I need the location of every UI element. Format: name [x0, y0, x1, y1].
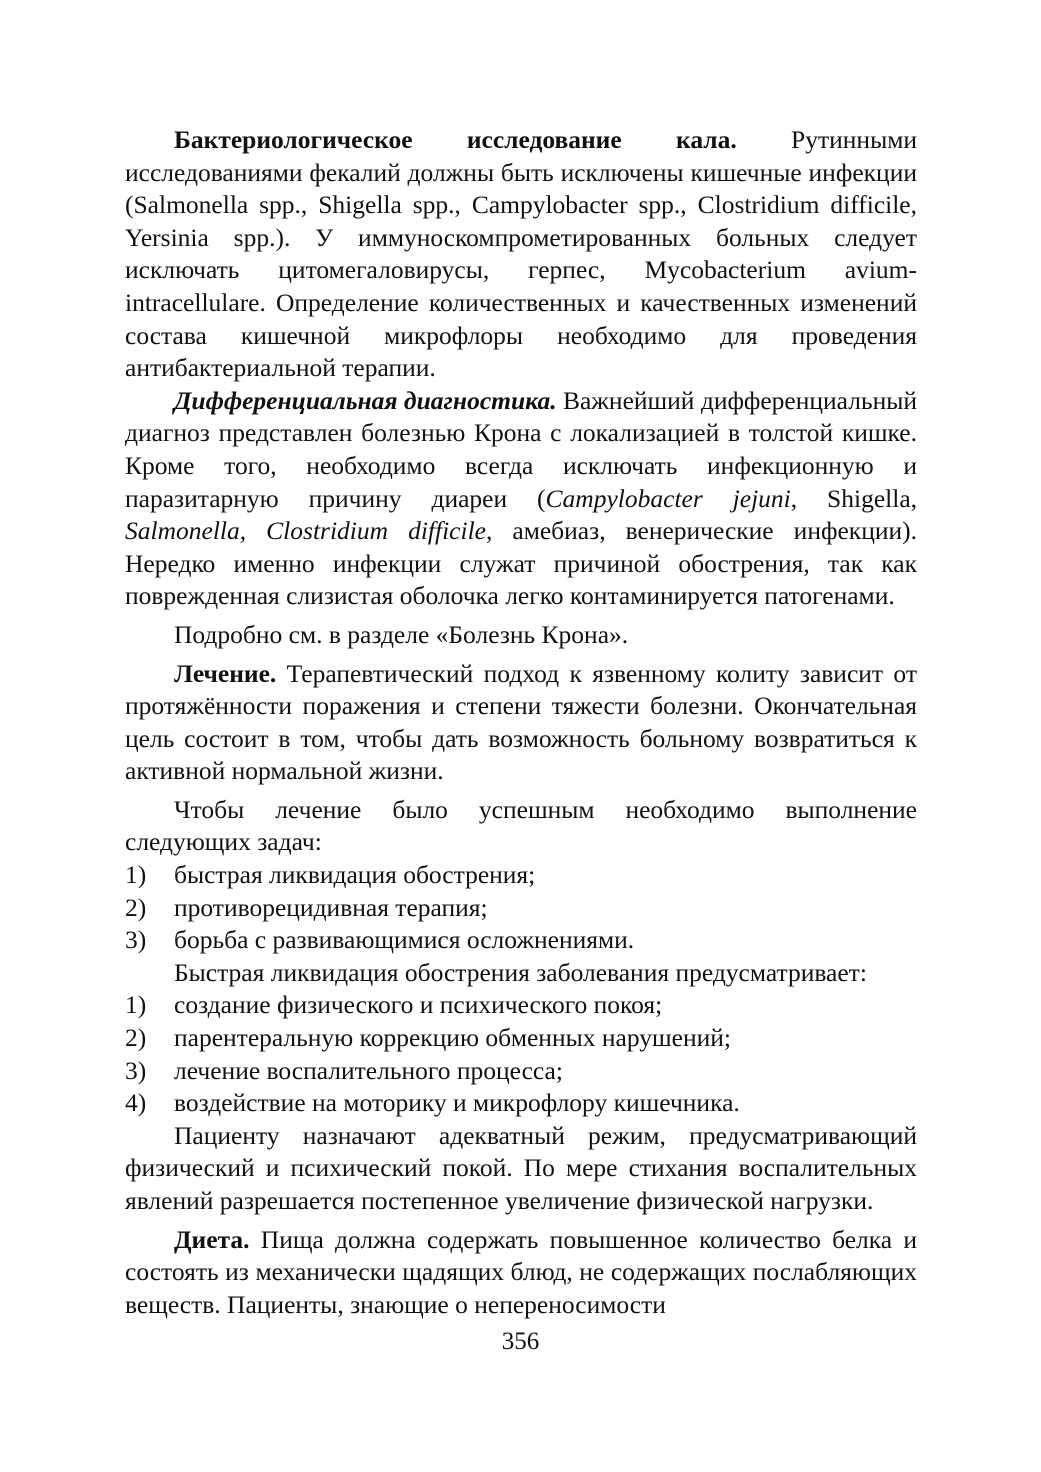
- list-item-number: 1): [125, 860, 147, 890]
- page-number: 356: [501, 1328, 540, 1355]
- page-body: [125, 124, 917, 1321]
- list-treatment-tasks: [125, 859, 917, 957]
- list-item-text: лечение воспалительного процесса;: [174, 1055, 563, 1085]
- list-item-text: создание физического и психического покоя;: [174, 990, 663, 1020]
- list-item-number: 4): [125, 1088, 147, 1118]
- list-item-text: быстрая ликвидация обострения;: [174, 860, 536, 890]
- heading-diet: Диета.: [174, 1224, 250, 1254]
- list-item-text: борьба с развивающимися осложнениями.: [174, 925, 635, 955]
- list-item: [125, 924, 917, 957]
- paragraph-bacteriological-study: [125, 124, 917, 385]
- list-item-number: 1): [125, 990, 147, 1020]
- paragraph-see-crohn: Подробно см. в разделе «Болезнь Крона».: [174, 619, 629, 649]
- text-differential-diagnosis-4: , амебиаз, венерические инфекции). Нередко именно инфекции служат причиной обострения, так как поврежденная слизистая оболочка легко контаминируется патогенами.: [125, 516, 917, 611]
- heading-bacteriological-study: Бактериологическое исследование кала.: [174, 125, 737, 154]
- text-treatment: Терапевтический подход к язвенному колиту зависит от протяжённости поражения и степени тяжести болезни. Окончательная цель состоит в том, чтобы дать возможность больному возвратиться к активной нормальной жизни.: [125, 658, 917, 786]
- list-item-number: 2): [125, 892, 147, 922]
- term-salmonella: Salmonella: [125, 516, 240, 546]
- heading-differential-diagnosis: Дифференциальная диагностика.: [174, 385, 557, 415]
- list-item: [125, 1087, 917, 1120]
- paragraph-regimen: Пациенту назначают адекватный режим, предусматривающий физический и психический покой. По мере стихания воспалительных явлений разрешается постепенное увеличение физической нагрузки.: [125, 1120, 917, 1215]
- text-diet: Пища должна содержать повышенное количество белка и состоять из механически щадящих блюд, не содержащих послабляющих веществ. Пациенты, знающие о непереносимости: [125, 1224, 917, 1319]
- paragraph-treatment-tasks: Чтобы лечение было успешным необходимо выполнение следующих задач:: [125, 794, 917, 857]
- term-campylobacter: Campylobacter jejuni: [545, 483, 791, 513]
- list-item-text: парентеральную коррекцию обменных нарушений;: [174, 1023, 731, 1053]
- list-exacerbation-measures: [125, 989, 917, 1119]
- list-item: [125, 989, 917, 1022]
- text-differential-diagnosis-3: ,: [239, 516, 267, 546]
- paragraph-diet: [125, 1224, 917, 1322]
- list-item-text: воздействие на моторику и микрофлору кишечника.: [174, 1088, 740, 1118]
- list-item-number: 2): [125, 1023, 147, 1053]
- text-differential-diagnosis-2: , Shigella,: [790, 483, 918, 513]
- list-item-text: противорецидивная терапия;: [174, 892, 488, 922]
- list-item-number: 3): [125, 925, 147, 955]
- heading-treatment: Лечение.: [174, 658, 277, 688]
- term-clostridium: Clostridium difficile: [266, 516, 486, 546]
- list-item: [125, 1055, 917, 1088]
- list-item: [125, 859, 917, 892]
- text-differential-diagnosis-1: Важнейший дифференциальный диагноз представлен болезнью Крона с локализацией в толстой кишке. Кроме того, необходимо всегда исключать инфекционную и паразитарную причину диареи (: [125, 385, 918, 513]
- list-item: [125, 892, 917, 925]
- list-item-number: 3): [125, 1055, 147, 1085]
- paragraph-treatment: [125, 658, 917, 788]
- paragraph-differential-diagnosis: [125, 385, 917, 613]
- paragraph-exacerbation-measures: Быстрая ликвидация обострения заболевания предусматривает:: [174, 957, 867, 987]
- text-bacteriological-study: Рутинными исследованиями фекалий должны быть исключены кишечные инфекции (Salmonella spp., Shigella spp., Campylobacter spp., Clostridium difficile, Yersinia spp.). У иммуноскомпрометированных больных следует исключать цитомегаловирусы, герпес, Mycobacterium avium-intracellulare. Определение количественных и качественных изменений состава кишечной микрофлоры необходимо для проведения антибактериальной терапии.: [125, 125, 917, 383]
- list-item: [125, 1022, 917, 1055]
